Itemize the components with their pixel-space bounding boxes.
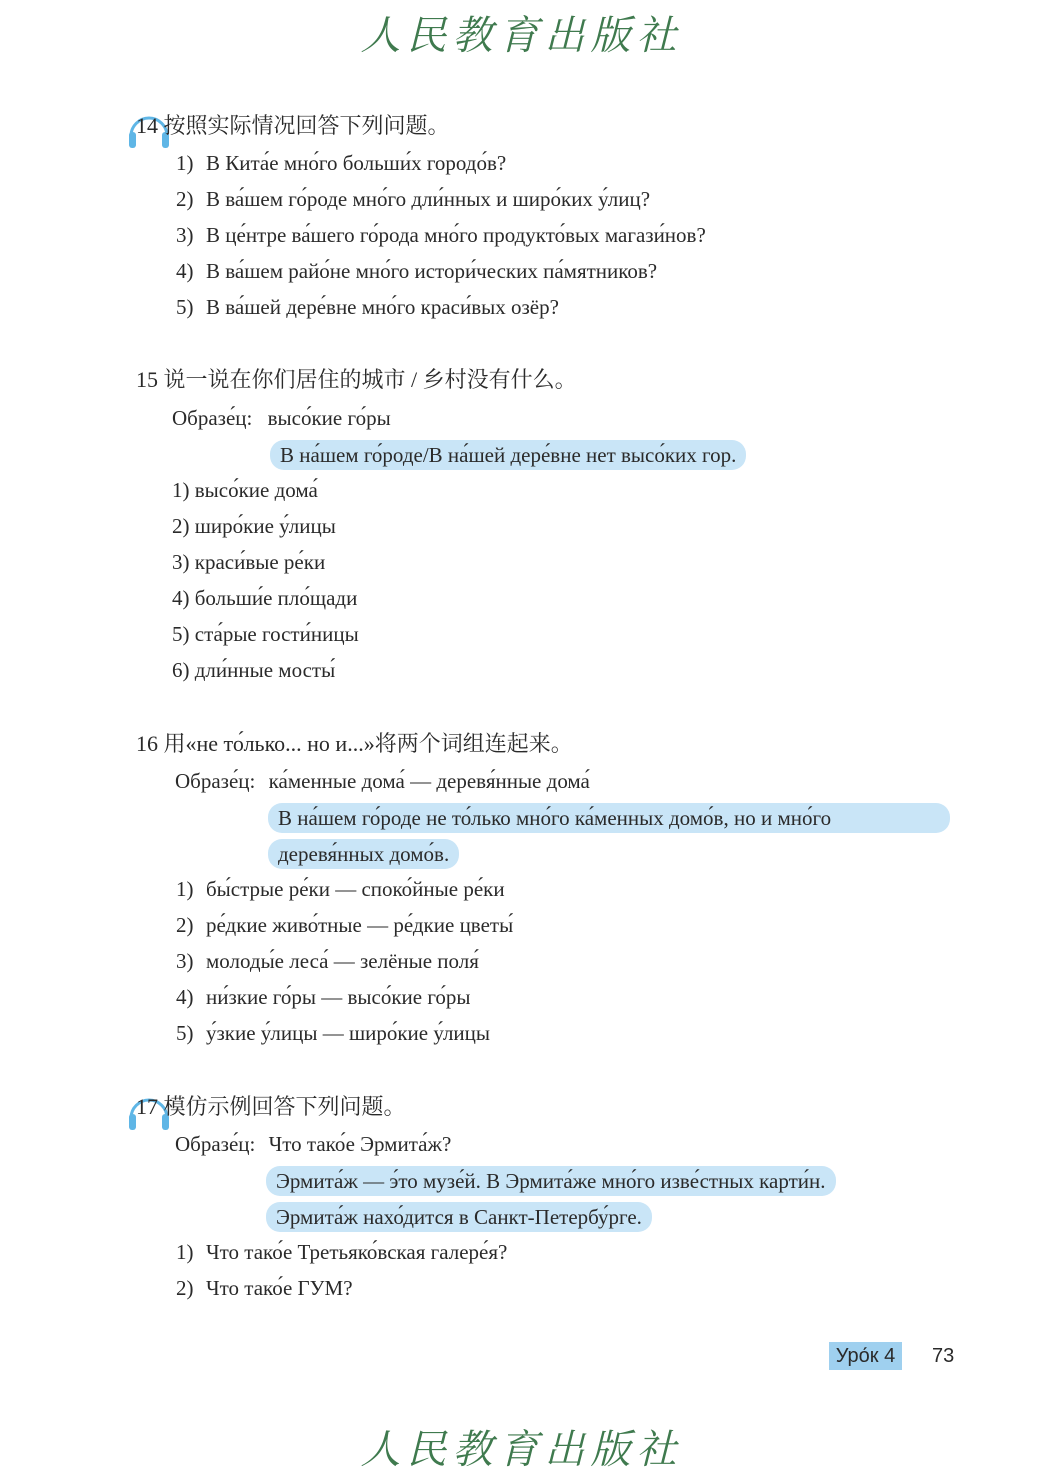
exercise-17-header [136, 1092, 406, 1122]
list-item: 5) у́зкие у́лицы — широ́кие у́лицы [176, 1021, 491, 1045]
exercise-15-header [136, 365, 577, 395]
list-item: 5) В ва́шей дере́вне мно́го краси́вых озёр? [176, 295, 559, 319]
sample-answer-highlight: В на́шем го́роде не то́лько мно́го ка́менных домо́в, но и мно́го [268, 803, 950, 833]
list-item: 3) В це́нтре ва́шего го́рода мно́го продукто́вых магази́нов? [176, 223, 706, 247]
list-item: 3) краси́вые ре́ки [172, 550, 326, 574]
list-item: 4) В ва́шем райо́не мно́го истори́ческих па́мятников? [176, 259, 658, 283]
exercise-14-number: 14 [136, 113, 158, 138]
exercise-17-sample [175, 1129, 451, 1159]
list-item: 1) В Кита́е мно́го больши́х городо́в? [176, 151, 507, 175]
publisher-logo-top: 人民教育出版社 [360, 13, 683, 59]
exercise-16-header [136, 729, 573, 759]
list-item: 1) Что тако́е Третьяко́вская галере́я? [176, 1240, 508, 1264]
exercise-16-sample [175, 766, 590, 796]
list-item: 2) Что тако́е ГУМ? [176, 1276, 353, 1300]
sample-answer-highlight: Эрмита́ж нахо́дится в Санкт-Петербу́рге. [266, 1202, 652, 1232]
sample-prompt: Что тако́е Эрмита́ж? [268, 1132, 452, 1156]
list-item: 6) дли́нные мосты́ [172, 658, 336, 682]
exercise-17-number: 17 [136, 1094, 158, 1119]
list-item: 4) больши́е пло́щади [172, 586, 358, 610]
sample-prompt: ка́менные дома́ — деревя́нные дома́ [268, 769, 590, 793]
list-item: 1) бы́стрые ре́ки — споко́йные ре́ки [176, 877, 505, 901]
exercise-16-number: 16 [136, 731, 158, 756]
list-item: 2) В ва́шем го́роде мно́го дли́нных и широ́ких у́лиц? [176, 187, 651, 211]
page-number: 73 [932, 1345, 955, 1367]
sample-label: Образе́ц: [175, 1132, 256, 1156]
publisher-logo-bottom: 人民教育出版社 [360, 1427, 683, 1473]
exercise-14-instruction: 按照实际情况回答下列问题。 [163, 113, 450, 138]
sample-label: Образе́ц: [172, 406, 253, 430]
lesson-tag: Уро́к 4 [829, 1342, 902, 1370]
sample-answer-highlight: В на́шем го́роде/В на́шей дере́вне нет высо́ких гор. [270, 440, 746, 470]
list-item: 5) ста́рые гости́ницы [172, 622, 359, 646]
exercise-15-instruction: 说一说在你们居住的城市 / 乡村没有什么。 [163, 367, 577, 392]
sample-answer-highlight: Эрмита́ж — э́то музе́й. В Эрмита́же мно́го изве́стных карти́н. [266, 1166, 836, 1196]
list-item: 2) широ́кие у́лицы [172, 514, 336, 538]
exercise-17-instruction: 模仿示例回答下列问题。 [163, 1094, 406, 1119]
list-item: 2) ре́дкие живо́тные — ре́дкие цветы́ [176, 913, 514, 937]
sample-answer-highlight: деревя́нных домо́в. [268, 839, 459, 869]
exercise-15-number: 15 [136, 367, 158, 392]
exercise-16-instruction: 用«не то́лько... но и...»将两个词组连起来。 [163, 731, 573, 756]
exercise-15-sample [172, 403, 391, 433]
list-item: 3) молоды́е леса́ — зелёные поля́ [176, 949, 479, 973]
list-item: 4) ни́зкие го́ры — высо́кие го́ры [176, 985, 471, 1009]
exercise-14-header [136, 111, 450, 141]
list-item: 1) высо́кие дома́ [172, 478, 318, 502]
sample-prompt: высо́кие го́ры [267, 406, 391, 430]
sample-label: Образе́ц: [175, 769, 256, 793]
